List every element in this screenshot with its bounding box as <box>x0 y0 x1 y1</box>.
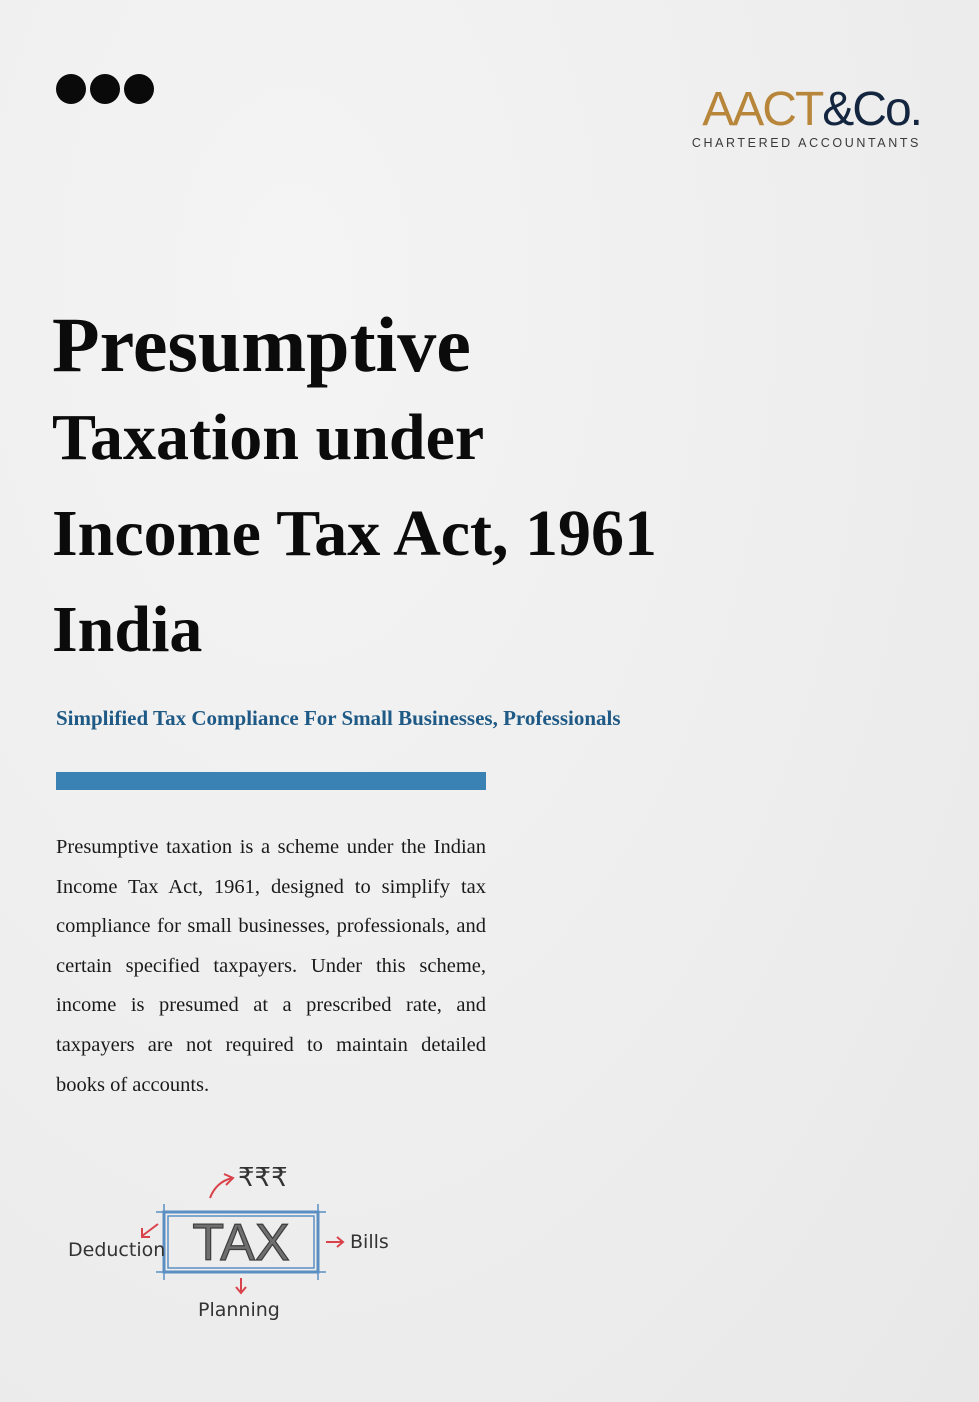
tax-label: TAX <box>192 1214 290 1272</box>
logo-mark-co: &Co. <box>822 83 921 136</box>
title-line-3: Income Tax Act, 1961 <box>52 497 658 570</box>
label-deduction: Deduction <box>68 1239 166 1261</box>
title-line-4: India <box>52 593 203 666</box>
logo-tagline: CHARTERED ACCOUNTANTS <box>691 136 921 150</box>
company-logo <box>691 83 921 150</box>
document-subtitle: Simplified Tax Compliance For Small Businesses, Professionals <box>56 706 621 730</box>
logo-mark-gold: AA <box>702 83 763 136</box>
accent-rule <box>56 772 486 790</box>
title-line-1: Presumptive <box>52 301 471 388</box>
dot <box>90 74 120 104</box>
menu-dots-icon <box>56 74 154 104</box>
intro-paragraph: Presumptive taxation is a scheme under the Indian Income Tax Act, 1961, designed to simplify tax compliance for small businesses, professionals, and certain specified taxpayers. Under this scheme, income is presumed at a prescribed rate, and taxpayers are not required to maintain detailed books of accounts. <box>56 836 486 1096</box>
arrow-left-icon <box>142 1224 158 1236</box>
label-bills: Bills <box>350 1231 389 1253</box>
tax-diagram <box>60 1150 420 1340</box>
dot <box>56 74 86 104</box>
label-planning: Planning <box>198 1299 280 1321</box>
label-rupees: ₹₹₹ <box>238 1163 288 1193</box>
dot <box>124 74 154 104</box>
title-line-2: Taxation under <box>52 401 485 474</box>
logo-mark <box>692 83 921 136</box>
logo-mark-ct: CT <box>762 83 823 136</box>
document-title <box>52 300 657 678</box>
